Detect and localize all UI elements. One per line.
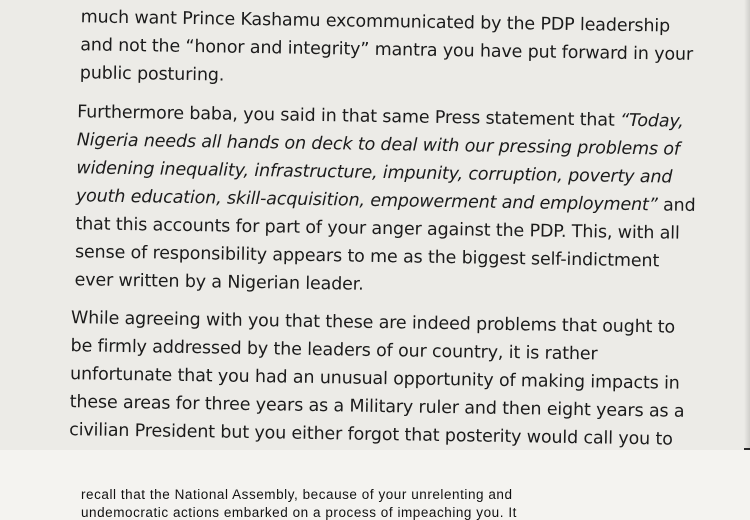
text-line: these areas for three years as a Military ruler and then eight years as a: [69, 392, 685, 422]
text-line: public posturing.: [79, 63, 225, 86]
quote-run: youth education, skill-acquisition, empowerment and employment”: [75, 186, 658, 216]
next-page-fragment: [0, 450, 750, 520]
text-line: that this accounts for part of your anger against the PDP. This, with all: [75, 214, 680, 244]
text-line: sense of responsibility appears to me as the biggest self-indictment: [74, 242, 660, 272]
text-run: and: [657, 195, 696, 216]
text-line: ever written by a Nigerian leader.: [74, 270, 364, 295]
text-line: unfortunate that you had an unusual opportunity of making impacts in: [69, 364, 680, 394]
text-line: civilian President but you either forgot that posterity would call you to: [69, 420, 673, 450]
text-line: While agreeing with you that these are indeed problems that ought to: [70, 308, 676, 338]
text-line: and not the “honor and integrity” mantra you have put forward in your: [80, 35, 694, 65]
quote-line: widening inequality, infrastructure, impunity, corruption, poverty and: [76, 158, 673, 188]
quote-line: Nigeria needs all hands on deck to deal with our pressing problems of: [76, 130, 681, 160]
text-line: be firmly addressed by the leaders of our country, it is rather: [70, 336, 598, 365]
text-run: Furthermore baba, you said in that same Press statement that: [77, 102, 621, 131]
text-line: undemocratic actions embarked on a process of impeaching you. It: [81, 505, 517, 520]
quote-run: “Today,: [619, 110, 684, 132]
text-line: recall that the National Assembly, because of your unrelenting and: [81, 487, 513, 502]
text-line: much want Prince Kashamu excommunicated by the PDP leadership: [80, 7, 671, 37]
